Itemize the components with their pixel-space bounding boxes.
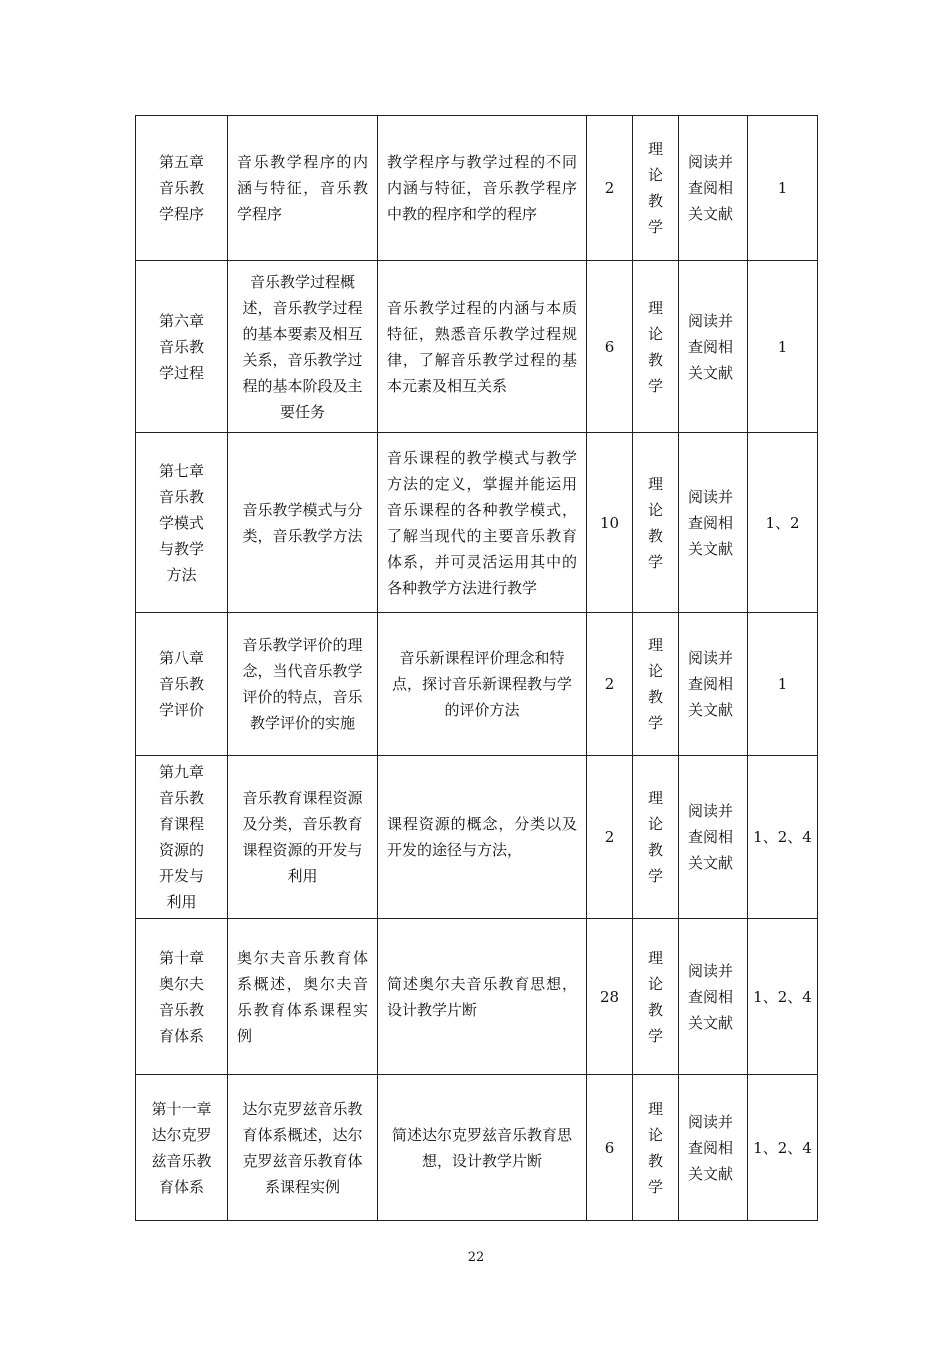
content-cell (228, 116, 378, 261)
method-cell (633, 919, 679, 1075)
method-text: 理论教学 (647, 298, 663, 395)
chapter-cell (136, 433, 228, 613)
method-cell (633, 116, 679, 261)
chapter-cell (136, 116, 228, 261)
requirement-text: 音乐新课程评价理念和特点，探讨音乐新课程教与学的评价方法 (391, 649, 572, 719)
chapter-cell (136, 613, 228, 756)
table-row (136, 1075, 818, 1221)
method-text: 理论教学 (647, 948, 663, 1045)
requirement-cell (378, 116, 587, 261)
page-number: 22 (467, 1250, 485, 1265)
content-text: 音乐教育课程资源及分类，音乐教育课程资源的开发与利用 (242, 789, 363, 885)
references-cell: 1、2 (748, 433, 818, 613)
requirement-text: 教学程序与教学过程的不同内涵与特征，音乐教学程序中教的程序和学的程序 (387, 153, 577, 223)
chapter-cell (136, 261, 228, 433)
references-cell: 1、2、4 (748, 919, 818, 1075)
chapter-title: 第六章音乐教学过程 (158, 311, 204, 382)
content-cell (228, 1075, 378, 1221)
hours-cell: 28 (587, 919, 633, 1075)
homework-text: 阅读并查阅相关文献 (688, 153, 734, 223)
method-text: 理论教学 (647, 474, 663, 571)
content-cell (228, 261, 378, 433)
hours-cell: 6 (587, 261, 633, 433)
chapter-title: 第五章音乐教学程序 (158, 153, 204, 223)
homework-cell (679, 613, 748, 756)
chapter-title: 第七章音乐教学模式与教学方法 (158, 461, 204, 584)
references-cell: 1、2、4 (748, 1075, 818, 1221)
homework-text: 阅读并查阅相关文献 (688, 311, 734, 382)
content-text: 音乐教学程序的内涵与特征，音乐教学程序 (237, 153, 368, 223)
homework-cell (679, 1075, 748, 1221)
table-row (136, 433, 818, 613)
requirement-text: 简述奥尔夫音乐教育思想，设计教学片断 (387, 974, 577, 1019)
hours-cell: 2 (587, 613, 633, 756)
homework-cell (679, 756, 748, 919)
references-cell: 1 (748, 116, 818, 261)
table-row (136, 919, 818, 1075)
syllabus-table (135, 115, 818, 1221)
requirement-cell (378, 613, 587, 756)
method-cell (633, 613, 679, 756)
requirement-text: 课程资源的概念，分类以及开发的途径与方法， (387, 815, 577, 859)
homework-cell (679, 116, 748, 261)
content-cell (228, 433, 378, 613)
homework-text: 阅读并查阅相关文献 (688, 487, 734, 558)
content-text: 奥尔夫音乐教育体系概述，奥尔夫音乐教育体系课程实例 (237, 948, 368, 1045)
content-cell (228, 613, 378, 756)
content-cell (228, 919, 378, 1075)
chapter-title: 第十章奥尔夫音乐教育体系 (158, 948, 204, 1045)
requirement-cell (378, 261, 587, 433)
content-text: 达尔克罗兹音乐教育体系概述，达尔克罗兹音乐教育体系课程实例 (242, 1099, 363, 1196)
content-text: 音乐教学评价的理念，当代音乐教学评价的特点，音乐教学评价的实施 (242, 636, 363, 732)
chapter-cell (136, 919, 228, 1075)
hours-cell: 10 (587, 433, 633, 613)
chapter-cell (136, 756, 228, 919)
homework-text: 阅读并查阅相关文献 (688, 961, 734, 1032)
homework-cell (679, 433, 748, 613)
requirement-text: 音乐课程的教学模式与教学方法的定义，掌握并能运用音乐课程的各种教学模式，了解当现代的主要音乐教育体系，并可灵活运用其中的各种教学方法进行教学 (387, 448, 577, 597)
method-cell (633, 433, 679, 613)
requirement-cell (378, 919, 587, 1075)
references-cell: 1、2、4 (748, 756, 818, 919)
hours-cell: 6 (587, 1075, 633, 1221)
method-cell (633, 261, 679, 433)
requirement-cell (378, 756, 587, 919)
homework-text: 阅读并查阅相关文献 (688, 802, 734, 872)
chapter-title: 第八章音乐教学评价 (158, 649, 204, 719)
references-cell: 1 (748, 261, 818, 433)
content-text: 音乐教学模式与分类，音乐教学方法 (242, 500, 363, 545)
chapter-title: 第十一章达尔克罗兹音乐教育体系 (151, 1099, 212, 1196)
homework-text: 阅读并查阅相关文献 (688, 649, 734, 719)
content-cell (228, 756, 378, 919)
method-text: 理论教学 (647, 1099, 663, 1196)
references-cell: 1 (748, 613, 818, 756)
hours-cell: 2 (587, 116, 633, 261)
hours-cell: 2 (587, 756, 633, 919)
method-cell (633, 1075, 679, 1221)
requirement-text: 简述达尔克罗兹音乐教育思想，设计教学片断 (391, 1125, 572, 1170)
method-text: 理论教学 (647, 636, 663, 732)
requirement-cell (378, 1075, 587, 1221)
chapter-cell (136, 1075, 228, 1221)
chapter-title: 第九章音乐教育课程资源的开发与利用 (158, 763, 204, 911)
requirement-cell (378, 433, 587, 613)
content-text: 音乐教学过程概述，音乐教学过程的基本要素及相互关系，音乐教学过程的基本阶段及主要任务 (242, 272, 363, 421)
homework-text: 阅读并查阅相关文献 (688, 1112, 734, 1183)
method-cell (633, 756, 679, 919)
table-row (136, 116, 818, 261)
homework-cell (679, 261, 748, 433)
table-row (136, 613, 818, 756)
method-text: 理论教学 (647, 140, 663, 236)
table-row (136, 756, 818, 919)
requirement-text: 音乐教学过程的内涵与本质特征，熟悉音乐教学过程规律，了解音乐教学过程的基本元素及相互关系 (387, 298, 577, 395)
table-row (136, 261, 818, 433)
homework-cell (679, 919, 748, 1075)
method-text: 理论教学 (647, 789, 663, 885)
